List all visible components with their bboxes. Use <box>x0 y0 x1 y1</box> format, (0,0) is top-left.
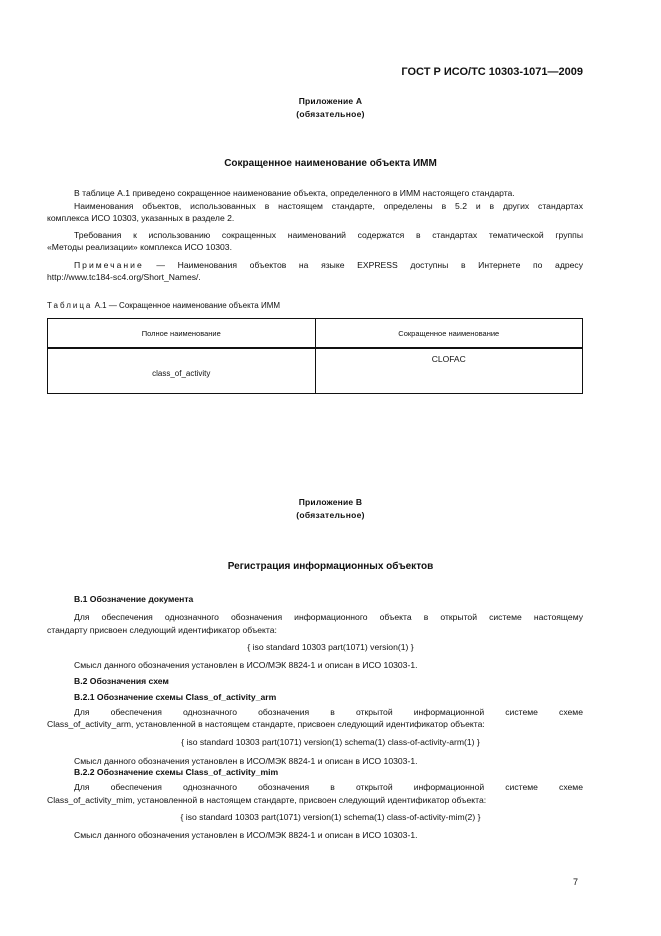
note-text: — Наименования объектов на языке EXPRESS доступны в Интернете по адресу <box>143 260 583 270</box>
object-identifier: { iso standard 10303 part(1071) version(1) schema(1) class-of-activity-arm(1) } <box>181 737 480 747</box>
table-caption-text: А.1 — Сокращенное наименование объекта ИММ <box>92 301 281 310</box>
paragraph: Наименования объектов, использованных в настоящем стандарте, определены в 5.2 и в других стандартах <box>74 201 583 211</box>
document-header: ГОСТ Р ИСО/ТС 10303-1071—2009 <box>401 66 583 78</box>
note-url: http://www.tc184-sc4.org/Short_Names/. <box>47 272 201 282</box>
paragraph: В таблице А.1 приведено сокращенное наименование объекта, определенного в ИММ настоящего стандарта. <box>74 188 515 198</box>
paragraph: Для обеспечения однозначного обозначения в открытой информационной системе схеме <box>74 707 583 717</box>
paragraph: стандарту присвоен следующий идентификатор объекта: <box>47 625 277 635</box>
annex-b-status: (обязательное) <box>296 510 365 520</box>
column-header: Сокращенное наименование <box>315 319 583 349</box>
paragraph: Для обеспечения однозначного обозначения информационного объекта в открытой системе настоящему <box>74 612 583 622</box>
annex-a-heading: Сокращенное наименование объекта ИММ <box>224 158 437 169</box>
paragraph: Смысл данного обозначения установлен в ИСО/МЭК 8824-1 и описан в ИСО 10303-1. <box>74 830 418 840</box>
page-number: 7 <box>573 877 579 887</box>
cell-full-name: class_of_activity <box>48 348 316 394</box>
table-caption-label: Таблица <box>47 301 93 310</box>
paragraph: комплекса ИСО 10303, указанных в разделе 2. <box>47 213 235 223</box>
column-header: Полное наименование <box>48 319 316 349</box>
object-identifier: { iso standard 10303 part(1071) version(1) } <box>247 642 414 652</box>
paragraph: Class_of_activity_arm, установленной в настоящем стандарте, присвоен следующий идентификатор объекта: <box>47 719 485 729</box>
paragraph: «Методы реализации» комплекса ИСО 10303. <box>47 242 232 252</box>
paragraph: Смысл данного обозначения установлен в ИСО/МЭК 8824-1 и описан в ИСО 10303-1. <box>74 756 418 766</box>
table-row <box>48 348 583 394</box>
section-b1-title: В.1 Обозначение документа <box>74 594 194 604</box>
note-label: Примечание <box>74 260 144 270</box>
annex-b-heading: Регистрация информационных объектов <box>227 561 434 572</box>
abbreviation-table <box>47 318 583 394</box>
annex-a-title: Приложение А <box>298 96 363 106</box>
section-b2-title: В.2 Обозначения схем <box>74 676 169 686</box>
paragraph: Class_of_activity_mim, установленной в настоящем стандарте, присвоен следующий идентификатор объекта: <box>47 795 487 805</box>
paragraph: Требования к использованию сокращенных наименований содержатся в стандартах тематической группы <box>74 230 583 240</box>
note <box>47 259 583 271</box>
paragraph: Смысл данного обозначения установлен в ИСО/МЭК 8824-1 и описан в ИСО 10303-1. <box>74 660 418 670</box>
object-identifier: { iso standard 10303 part(1071) version(1) schema(1) class-of-activity-mim(2) } <box>180 812 481 822</box>
section-b21-title: В.2.1 Обозначение схемы Class_of_activity_arm <box>74 692 277 702</box>
paragraph: Для обеспечения однозначного обозначения в открытой информационной системе схеме <box>74 782 583 792</box>
annex-a-status: (обязательное) <box>296 109 365 119</box>
section-b22-title: В.2.2 Обозначение схемы Class_of_activity_mim <box>74 767 279 777</box>
table-caption <box>47 300 583 312</box>
annex-b-title: Приложение В <box>298 497 363 507</box>
cell-short-name: CLOFAC <box>315 348 583 394</box>
